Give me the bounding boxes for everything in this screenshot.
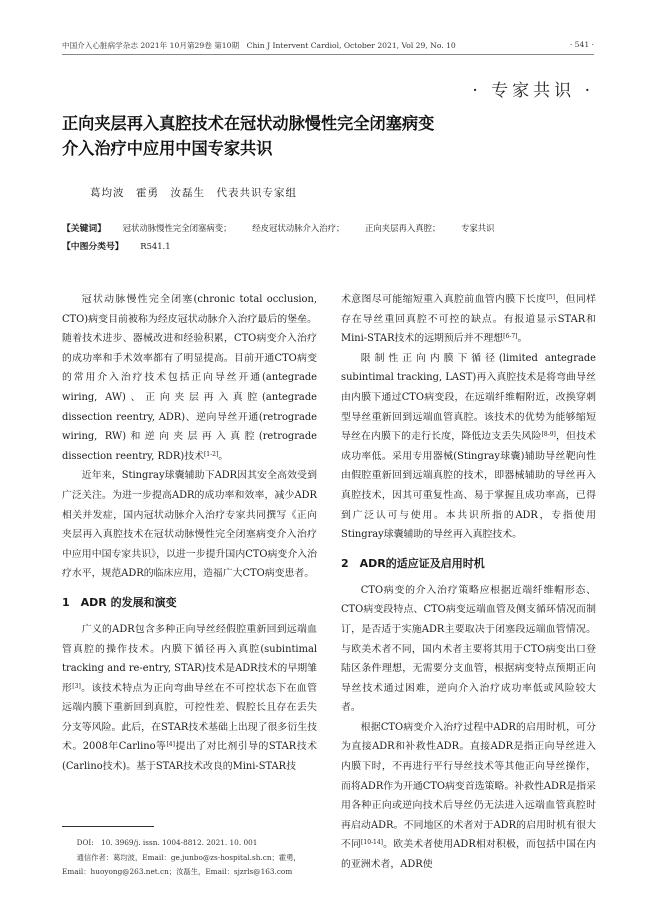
citation: [5] (546, 294, 555, 301)
keywords-label: 【关键词】 (62, 224, 106, 234)
footnote (62, 836, 317, 880)
paragraph-text: 根据CTO病变介入治疗过程中ADR的启用时机，可分为直接ADR和补救性ADR。直接ADR是指正向导丝进入内膜下时，不再进行平行导丝技术等其他正向导丝操作，而将ADR作为开通CTO病变首选策略。补救性ADR是指采用各种正向或逆向技术后导丝仍无法进入远端血管真腔时再启动ADR。不同地区的术者对于ADR的启用时机有很大不同 (341, 721, 596, 851)
paragraph-text: 。 (218, 450, 229, 462)
paragraph (341, 349, 596, 545)
authors: 葛均波 霍勇 汝磊生 代表共识专家组 (90, 187, 297, 199)
left-column (62, 290, 317, 777)
running-header (62, 40, 594, 51)
clc-label: 【中图分类号】 (62, 242, 124, 252)
paragraph (341, 718, 596, 875)
citation: [1-2] (203, 450, 219, 458)
section-heading-1: 1 ADR 的发展和演变 (62, 595, 177, 609)
paragraph (341, 290, 596, 349)
header-rule (62, 54, 594, 55)
citation: [6-7] (503, 333, 518, 341)
citation: [10-14] (361, 839, 384, 847)
title-line-2: 介入治疗中应用中国专家共识 (62, 139, 273, 158)
paragraph-text: 术意图尽可能缩短重入真腔前血管内膜下长度 (341, 294, 547, 305)
paragraph-text: ，但技术成功率低。采用专用器械(Stingray球囊)辅助导丝靶向性由假腔重新回到远端真腔的技术，即器械辅助的导丝再入真腔技术，因其可重复性高、易于掌握且成功率高，已得到广泛认可与使用。本共识所指的ADR，专指使用Stingray球囊辅助的导丝再入真腔技术。 (341, 431, 596, 541)
paragraph-text: 冠状动脉慢性完全闭塞(chronic total occlusion, CTO)病变目前被称为经皮冠状动脉介入治疗最后的堡垒。随着技术进步、器械改进和经验积累，CTO病变介入治疗的成功率和手术效率都有了明显提高。目前开通CTO病变的常用介入治疗技术包括正向导丝开通(antegrade wiring, AW)、正向夹层再入真腔(antegrade dissection reentry, ADR)、逆向导丝开通(retrograde wiring, RW)和逆向夹层再入真腔(retrograde dissection reentry, RDR)技术 (62, 294, 317, 462)
paragraph-text: 。欧美术者使用ADR相对积极，而包括中国在内的亚洲术者，ADR使 (341, 839, 596, 871)
paragraph-text: ，但同样存在导丝重回真腔不可控的缺点。有报道显示STAR和Mini-STAR技术的远期预后并不理想 (341, 294, 596, 345)
keyword: 冠状动脉慢性完全闭塞病变； (122, 223, 232, 233)
footnote-rule (62, 826, 154, 827)
paragraph-text: 提出了对比剂引导的STAR技术(Carlino技术)。基于STAR技术改良的Mini-STAR技 (62, 741, 317, 773)
page-number: · 541 · (569, 40, 594, 49)
paragraph-text: 限制性正向内膜下循径(limited antegrade subintimal tracking, LAST)再入真腔技术是将弯曲导丝由内膜下通过CTO病变段，在远端纤维帽附近，改换穿刺型导丝重新回到远端血管真腔。该技术的优势为能够缩短导丝在内膜下的走行长度，降低边支丢失风险 (341, 352, 596, 443)
keyword: 经皮冠状动脉介入治疗； (252, 223, 345, 233)
section-heading-2: 2 ADR的适应证及启用时机 (341, 556, 485, 570)
corresponding-author: 通信作者：葛均波，Email：ge.junbo@zs-hospital.sh.cn；霍勇， (76, 852, 301, 862)
paragraph: 近年来，Stingray球囊辅助下ADR因其安全高效受到广泛关注。为进一步提高ADR的成功率和效率，减少ADR相关并发症，国内冠状动脉介入治疗专家共同撰写《正向夹层再入真腔技术在冠状动脉慢性完全闭塞病变介入治疗中应用中国专家共识》，以进一步提升国内CTO病变介入治疗水平，规范ADR的临床应用，造福广大CTO病变患者。 (62, 470, 317, 580)
title-line-1: 正向夹层再入真腔技术在冠状动脉慢性完全闭塞病变 (62, 114, 435, 133)
keyword: 专家共识 (461, 223, 495, 233)
paragraph (62, 290, 317, 466)
citation: [3] (72, 682, 81, 690)
keyword: 正向夹层再入真腔； (365, 223, 441, 233)
right-column (341, 290, 596, 875)
classification-number (62, 239, 171, 252)
author-emails: Email：huoyong@263.net.cn；汝磊生，Email：sjzrls@163.com (62, 867, 293, 876)
keywords (62, 221, 513, 234)
article-title (62, 111, 532, 161)
paragraph (62, 620, 317, 777)
paragraph: CTO病变的介入治疗策略应根据近端纤维帽形态、CTO病变段特点、CTO病变远端血管及侧支循环情况而制订，是否适于实施ADR主要取决于闭塞段远端血管情况。与欧美术者不同，国内术者主要将其用于CTO病变出口登陆区条件理想，无需要分支血管，根据病变特点预期正向导丝技术通过困难，逆向介入治疗成功率低或风险较大者。 (341, 584, 596, 714)
paragraph-text: 。 (517, 333, 528, 345)
paragraph-text: 。该技术特点为正向弯曲导丝在不可控状态下在血管远端内膜下重新回到真腔，可控性差、假腔长且存在丢失分支等风险。此后，在STAR技术基础上出现了很多衍生技术。2008年Carlino等 (62, 682, 317, 753)
column-tag: · 专家共识 · (472, 81, 594, 101)
clc-value: R541.1 (140, 241, 171, 251)
citation: [8-9] (541, 431, 556, 439)
paragraph-text: 广义的ADR包含多种正向导丝经假腔重新回到远端血管真腔的操作技术。内膜下循径再入真腔(subintimal tracking and re-entry, STAR)技术是ADR技术的早期雏形 (62, 623, 317, 694)
journal-info: 中国介入心脏病学杂志 2021年 10月第29卷 第10期 Chin J Intervent Cardiol, October 2021, Vol 29, No. 10 (62, 41, 456, 50)
citation: [4] (166, 741, 175, 749)
doi: DOI: 10. 3969/j. issn. 1004-8812. 2021. 10. 001 (76, 838, 258, 847)
